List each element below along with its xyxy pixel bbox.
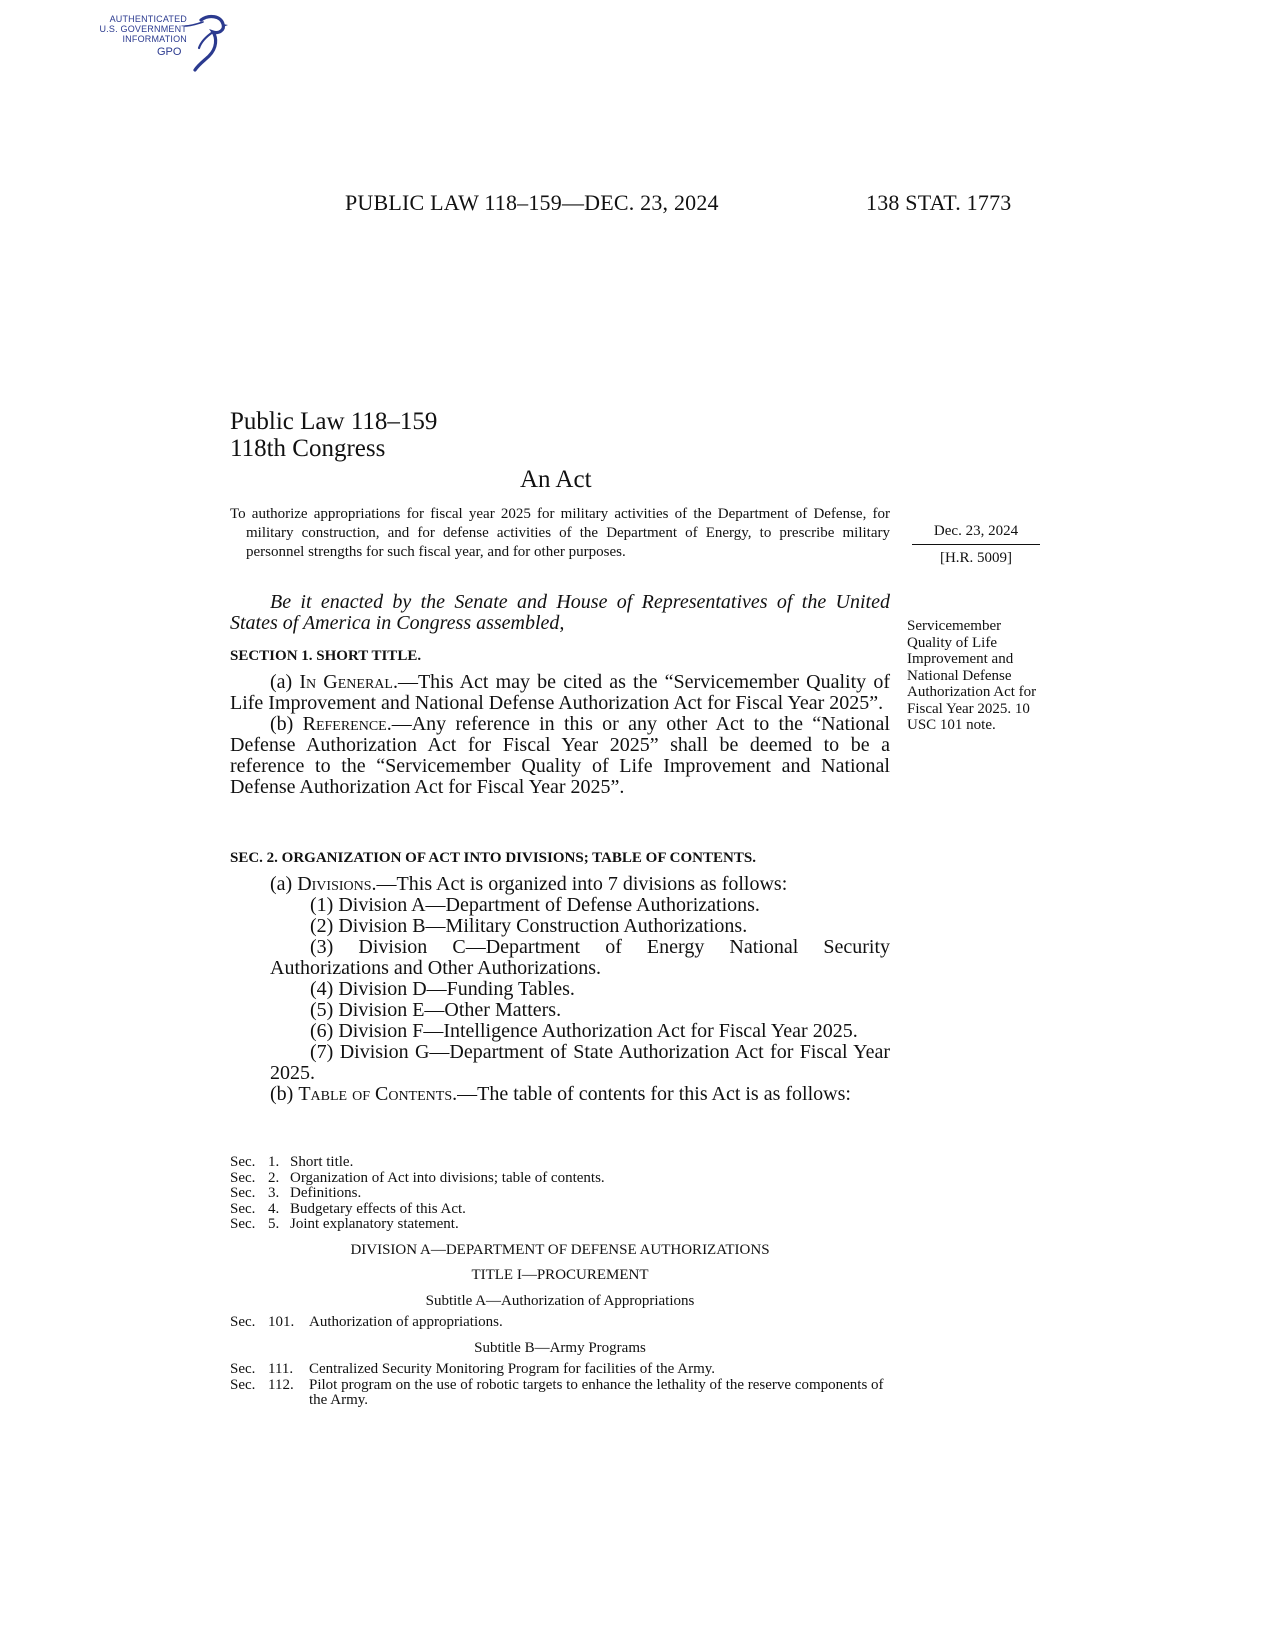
subsection-label: (b) — [270, 1083, 299, 1105]
section-1-subsection-a — [230, 672, 890, 714]
toc-number: 4. — [268, 1200, 280, 1217]
toc-subtitle-heading: Subtitle A—Authorization of Appropriations — [425, 1292, 695, 1309]
toc-number: 1. — [268, 1154, 280, 1170]
toc-title: Definitions. — [290, 1185, 362, 1201]
toc-sec-label: Sec. — [230, 1314, 256, 1330]
subsection-text: .—This Act may be cited as the “Servicemember Quality of Life Improvement and National Defense Authorization Act for Fiscal Year 2025”. — [230, 671, 890, 714]
toc-sec-label: Sec. — [230, 1216, 256, 1232]
toc-division-heading: DIVISION A—DEPARTMENT OF DEFENSE AUTHORIZATIONS — [350, 1241, 770, 1258]
toc-sec-label: Sec. — [230, 1169, 256, 1186]
toc-entry — [230, 1155, 890, 1171]
logo-text — [95, 14, 187, 44]
division-item: (2) Division B—Military Construction Authorizations. — [310, 915, 748, 937]
subsection-text: .—Any reference in this or any other Act to the “National Defense Authorization Act for Fiscal Year 2025” shall be deemed to be a reference to the “Servicemember Quality of Life Improvement and National Defense Authorization Act for Fiscal Year 2025”. — [230, 713, 890, 798]
toc-sec-label: Sec. — [230, 1376, 256, 1393]
subsection-heading: Divisions — [297, 873, 372, 895]
toc-title: Short title. — [290, 1154, 354, 1170]
toc-entry — [230, 1362, 890, 1378]
division-item: (5) Division E—Other Matters. — [310, 999, 562, 1021]
eagle-icon — [183, 12, 229, 74]
public-law-number: Public Law 118–159 — [230, 408, 438, 435]
margin-approval-date: Dec. 23, 2024 — [933, 523, 1019, 539]
toc-title-heading: TITLE I—PROCUREMENT — [471, 1267, 649, 1283]
logo-line-3: INFORMATION — [122, 34, 187, 44]
toc-number: 101. — [268, 1314, 295, 1330]
act-heading: An Act — [520, 466, 592, 493]
subsection-heading: In General — [299, 671, 393, 693]
toc-entry — [230, 1186, 890, 1202]
toc-sec-label: Sec. — [230, 1185, 256, 1201]
section-1-subsection-b — [230, 714, 890, 798]
section-2-body — [230, 874, 890, 1105]
subsection-heading: Table of Contents — [298, 1083, 453, 1105]
margin-short-title-note: Servicemember Quality of Life Improvement and National Defense Authorization Act for Fiscal Year 2025. 10 USC 101 note. — [907, 618, 1037, 733]
toc-entry — [230, 1202, 890, 1218]
table-of-contents — [230, 1155, 890, 1409]
running-head-citation: PUBLIC LAW 118–159—DEC. 23, 2024 — [345, 190, 719, 215]
toc-entry — [230, 1171, 890, 1187]
margin-bill-number: [H.R. 5009] — [939, 550, 1013, 566]
toc-subtitle-heading: Subtitle B—Army Programs — [474, 1339, 646, 1356]
toc-number: 2. — [268, 1169, 280, 1186]
gpo-authentication-logo — [95, 12, 230, 77]
running-head-page: 138 STAT. 1773 — [866, 190, 1012, 215]
toc-entry — [230, 1217, 890, 1233]
section-2-subsection-b — [230, 1084, 890, 1105]
toc-number: 5. — [268, 1216, 280, 1232]
toc-number: 112. — [268, 1376, 294, 1393]
long-title-text: To authorize appropriations for fiscal year 2025 for military activities of the Department of Defense, for military construction, and for defense activities of the Department of Energy, to prescribe military personnel strengths for such fiscal year, and for other purposes. — [230, 506, 890, 560]
toc-title: Centralized Security Monitoring Program for facilities of the Army. — [309, 1361, 716, 1377]
division-item: (6) Division F—Intelligence Authorization Act for Fiscal Year 2025. — [310, 1020, 858, 1042]
section-2-heading: SEC. 2. ORGANIZATION OF ACT INTO DIVISIONS; TABLE OF CONTENTS. — [230, 850, 756, 866]
margin-divider — [912, 544, 1040, 545]
toc-entry — [230, 1315, 890, 1331]
section-1-heading: SECTION 1. SHORT TITLE. — [230, 648, 422, 664]
long-title — [230, 505, 890, 562]
toc-title: Authorization of appropriations. — [309, 1314, 503, 1330]
toc-number: 3. — [268, 1185, 280, 1201]
toc-sec-label: Sec. — [230, 1200, 256, 1217]
toc-title: Budgetary effects of this Act. — [290, 1200, 466, 1217]
toc-entry — [230, 1378, 890, 1409]
toc-sec-label: Sec. — [230, 1361, 256, 1377]
subsection-label: (b) — [270, 713, 303, 735]
toc-title: Joint explanatory statement. — [290, 1216, 459, 1232]
section-1-body — [230, 672, 890, 798]
section-2-subsection-a — [230, 874, 890, 895]
logo-line-2: U.S. GOVERNMENT — [99, 24, 187, 34]
toc-title: Pilot program on the use of robotic targets to enhance the lethality of the reserve components of the Army. — [309, 1376, 884, 1408]
toc-sec-label: Sec. — [230, 1154, 256, 1170]
division-item: (3) Division C—Department of Energy National Security Authorizations and Other Authorizations. — [270, 936, 890, 979]
subsection-text: .—This Act is organized into 7 divisions as follows: — [371, 873, 788, 895]
division-item: (7) Division G—Department of State Authorization Act for Fiscal Year 2025. — [270, 1041, 890, 1084]
subsection-label: (a) — [270, 671, 300, 693]
toc-title: Organization of Act into divisions; table of contents. — [290, 1169, 605, 1186]
logo-line-1: AUTHENTICATED — [109, 14, 187, 24]
subsection-text: .—The table of contents for this Act is as follows: — [452, 1083, 851, 1105]
enacting-clause: Be it enacted by the Senate and House of Representatives of the United States of America in Congress assembled, — [230, 591, 890, 634]
division-item: (4) Division D—Funding Tables. — [310, 978, 575, 1000]
logo-gpo-mark: GPO — [157, 46, 182, 58]
subsection-heading: Reference — [302, 713, 387, 735]
division-item: (1) Division A—Department of Defense Authorizations. — [310, 894, 760, 916]
toc-number: 111. — [268, 1361, 294, 1377]
subsection-label: (a) — [270, 873, 298, 895]
congress-number: 118th Congress — [230, 435, 386, 462]
